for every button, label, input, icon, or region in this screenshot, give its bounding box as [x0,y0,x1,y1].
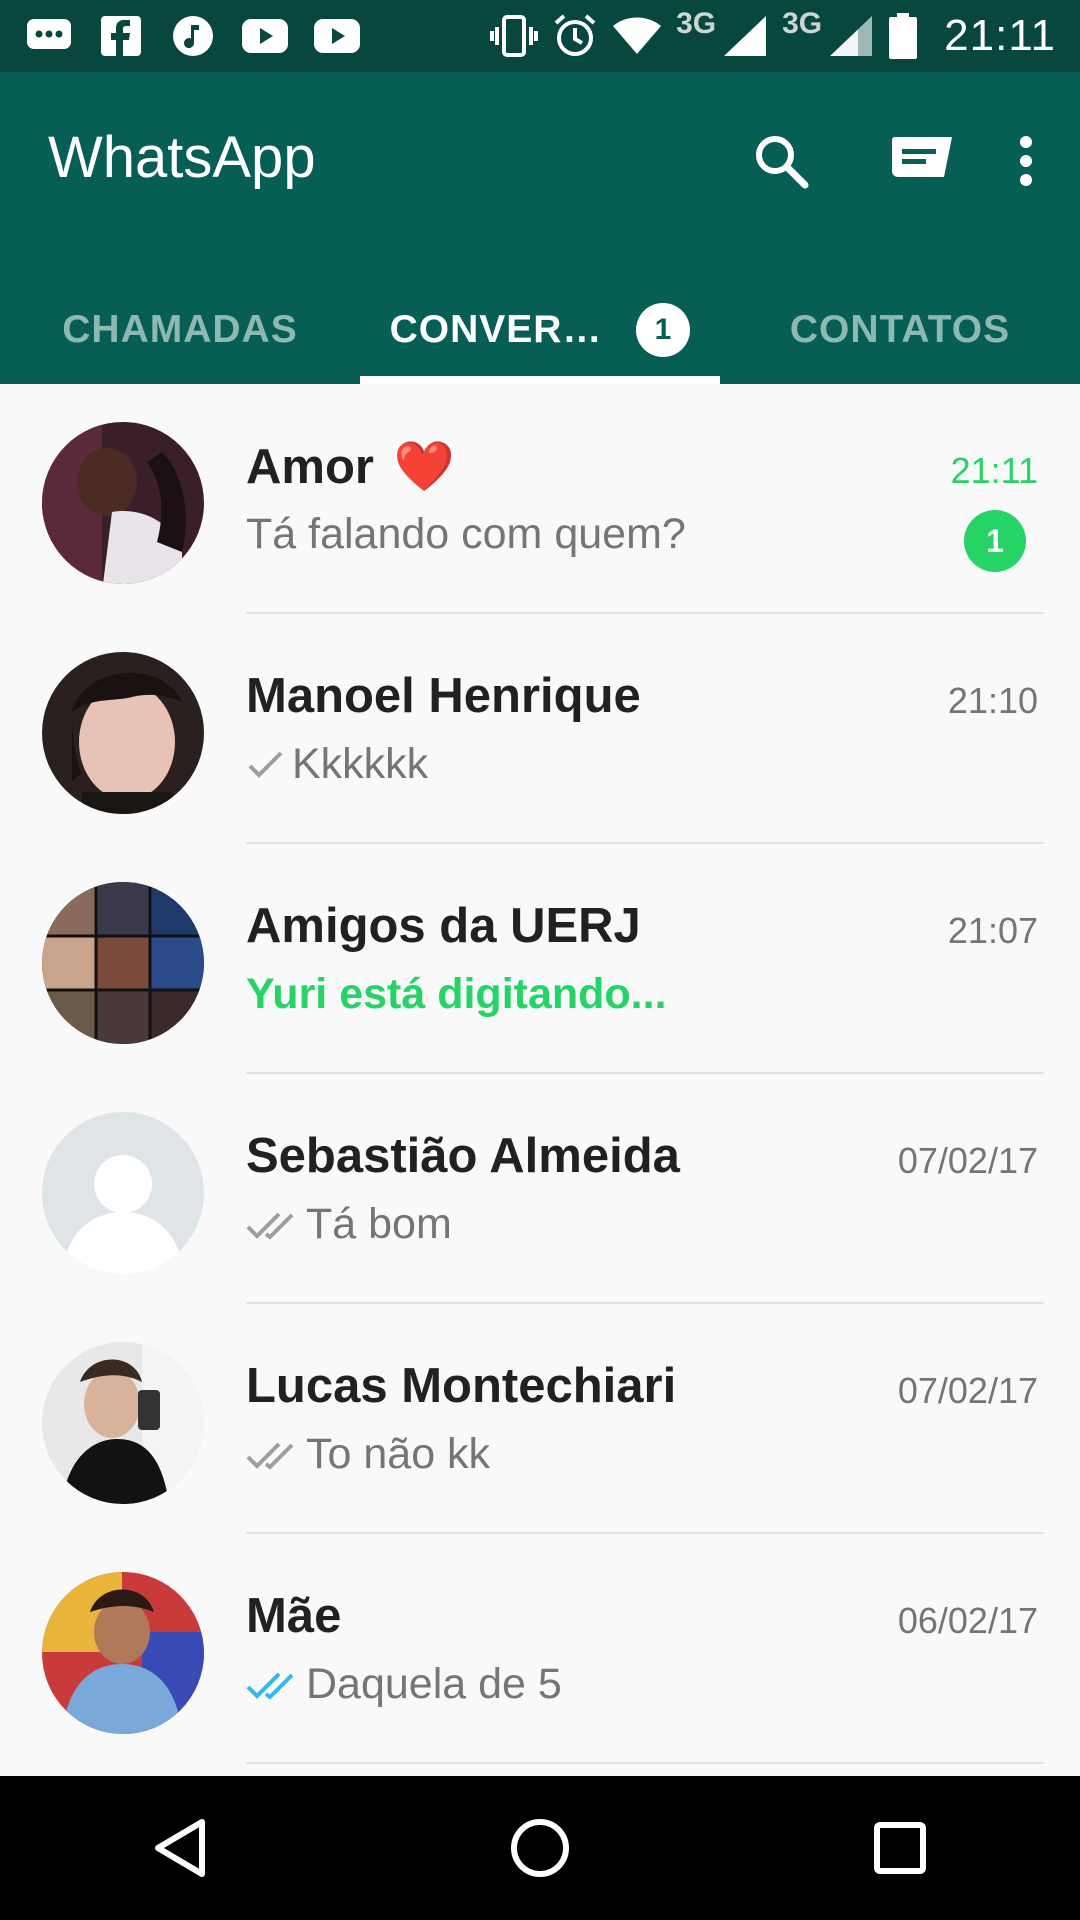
status-bar [0,0,1080,72]
avatar[interactable] [42,1342,204,1504]
more-options-button[interactable] [996,116,1056,206]
chat-time: 07/02/17 [897,1370,1038,1411]
new-chat-icon [890,137,956,185]
chat-name: Amor ❤️ [246,440,455,494]
recents-icon [874,1822,926,1874]
chat-list [0,384,1080,1776]
back-button[interactable] [125,1793,235,1903]
notification-icons [24,16,362,56]
network-type-1: 3G [676,7,717,40]
youtube-icon [240,16,290,56]
avatar[interactable] [42,1572,204,1734]
app-bar [0,72,1080,384]
chat-row[interactable] [0,1304,1080,1534]
tab-chats[interactable] [360,276,720,384]
default-person-icon [42,1112,204,1274]
wifi-icon [612,16,662,56]
music-icon [168,16,218,56]
chat-time: 21:10 [947,680,1038,721]
avatar-placeholder[interactable] [42,1112,204,1274]
typing-indicator: Yuri está digitando... [246,970,667,1018]
signal-icon-2 [830,16,874,56]
chat-name: Manoel Henrique [246,669,641,723]
network-type-2: 3G [782,7,823,40]
chat-time: 21:11 [950,450,1038,491]
chat-row[interactable] [0,384,1080,614]
last-message: To não kk [246,1430,490,1479]
last-message: Kkkkkk [246,740,428,789]
search-icon [753,133,809,189]
battery-icon [888,13,918,59]
chat-name: Mãe [246,1589,342,1643]
tab-contacts[interactable] [720,276,1080,384]
back-icon [152,1818,208,1878]
chat-row[interactable] [0,614,1080,844]
home-button[interactable] [485,1793,595,1903]
double-check-icon [246,1440,300,1470]
chat-name: Sebastião Almeida [246,1129,680,1183]
new-chat-button[interactable] [878,116,968,206]
tab-indicator [360,376,720,384]
chat-name: Amigos da UERJ [246,899,641,953]
last-message: Tá bom [246,1200,452,1249]
chat-name: Lucas Montechiari [246,1359,677,1413]
tab-chats-badge: 1 [636,303,690,357]
double-check-icon [246,1210,300,1240]
unread-count-badge: 1 [964,510,1026,572]
search-button[interactable] [736,116,826,206]
more-vert-icon [1019,135,1033,187]
navigation-bar [0,1776,1080,1920]
chat-row[interactable] [0,844,1080,1074]
last-message: Tá falando com quem? [246,510,686,558]
avatar[interactable] [42,652,204,814]
divider [246,1762,1044,1764]
facebook-icon [96,16,146,56]
alarm-icon [552,13,598,59]
tab-calls-label: CHAMADAS [62,308,298,351]
chat-time: 07/02/17 [897,1140,1038,1181]
sms-icon [24,16,74,56]
system-icons [490,7,1056,61]
chat-row[interactable] [0,1074,1080,1304]
clock: 21:11 [944,11,1056,60]
chat-row[interactable] [0,1534,1080,1764]
tab-calls[interactable] [0,276,360,384]
single-check-icon [246,750,286,780]
recents-button[interactable] [845,1793,955,1903]
vibrate-icon [490,15,538,57]
tab-chats-label: CONVER… [389,308,603,351]
signal-icon [724,16,768,56]
last-message: Daquela de 5 [246,1660,562,1709]
tab-contacts-label: CONTATOS [789,308,1011,351]
avatar[interactable] [42,422,204,584]
tab-bar [0,276,1080,384]
app-actions [684,116,1056,206]
youtube-icon-2 [312,16,362,56]
heart-icon: ❤️ [393,440,455,494]
chat-time: 06/02/17 [897,1600,1038,1641]
app-title: WhatsApp [48,125,316,190]
avatar[interactable] [42,882,204,1044]
chat-time: 21:07 [947,910,1038,951]
home-icon [510,1818,570,1878]
read-receipt-icon [246,1670,300,1700]
